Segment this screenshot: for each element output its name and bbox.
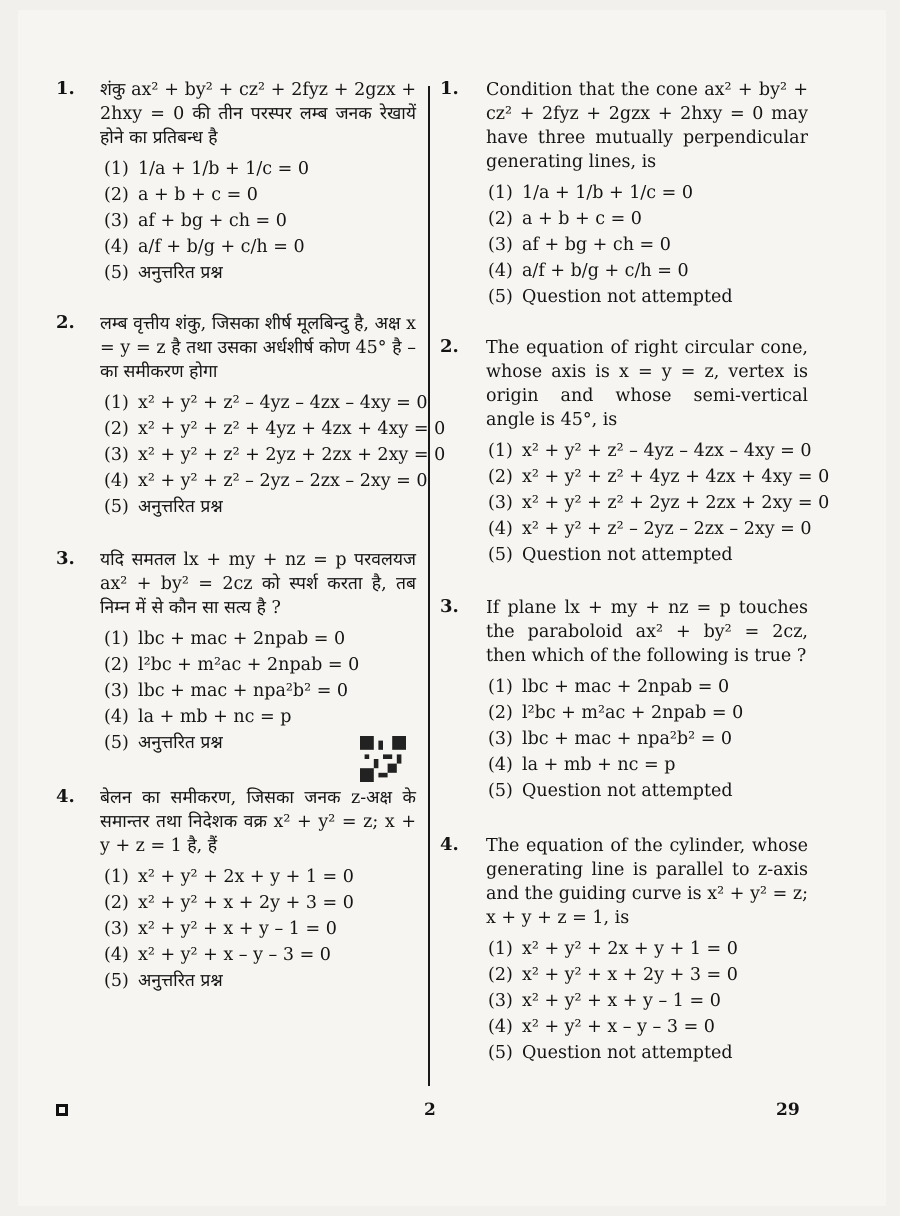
page-number-corner: 29: [776, 1100, 800, 1120]
question-number: 1.: [440, 78, 459, 99]
options-list: [488, 180, 808, 310]
options-list: [488, 674, 808, 804]
option-1[interactable]: (1) x² + y² + 2x + y + 1 = 0: [488, 939, 738, 959]
qr-code-icon: [360, 736, 406, 782]
question-text: बेलन का समीकरण, जिसका जनक z-अक्ष के समान्तर तथा निदेशक वक्र x² + y² = z; x + y + z = 1 है, हैं: [100, 788, 416, 856]
option-4[interactable]: (4) x² + y² + x – y – 3 = 0: [104, 945, 331, 965]
question-text: शंकु ax² + by² + cz² + 2fyz + 2gzx + 2hxy = 0 की तीन परस्पर लम्ब जनक रेखायें होने का प्रतिबन्ध है: [100, 80, 416, 148]
question-hindi-2: [56, 312, 446, 520]
registration-mark-icon: [56, 1104, 68, 1116]
option-5[interactable]: (5) Question not attempted: [488, 287, 733, 307]
option-2[interactable]: (2) x² + y² + x + 2y + 3 = 0: [488, 965, 738, 985]
option-5[interactable]: (5) Question not attempted: [488, 545, 733, 565]
question-hindi-1: [56, 78, 416, 286]
option-2[interactable]: (2) a + b + c = 0: [488, 209, 642, 229]
option-4[interactable]: (4) a/f + b/g + c/h = 0: [104, 237, 305, 257]
option-4[interactable]: (4) x² + y² + z² – 2yz – 2zx – 2xy = 0: [488, 519, 812, 539]
options-list: [488, 438, 830, 568]
option-4[interactable]: (4) la + mb + nc = p: [488, 755, 676, 775]
option-2[interactable]: (2) x² + y² + x + 2y + 3 = 0: [104, 893, 354, 913]
option-2[interactable]: (2) a + b + c = 0: [104, 185, 258, 205]
question-number: 3.: [440, 596, 459, 617]
option-5[interactable]: (5) Question not attempted: [488, 1043, 733, 1063]
question-text: लम्ब वृत्तीय शंकु, जिसका शीर्ष मूलबिन्दु है, अक्ष x = y = z है तथा उसका अर्धशीर्ष कोण 45° है – का समीकरण होगा: [100, 314, 416, 382]
option-3[interactable]: (3) x² + y² + z² + 2yz + 2zx + 2xy = 0: [488, 493, 830, 513]
option-5[interactable]: (5) Question not attempted: [488, 781, 733, 801]
question-text: Condition that the cone ax² + by² + cz² + 2fyz + 2gzx + 2hxy = 0 may have three mutually perpendicular generating lines, is: [486, 80, 808, 172]
option-4[interactable]: (4) x² + y² + z² – 2yz – 2zx – 2xy = 0: [104, 471, 428, 491]
option-3[interactable]: (3) x² + y² + z² + 2yz + 2zx + 2xy = 0: [104, 445, 446, 465]
options-list: [104, 390, 446, 520]
column-divider: [428, 86, 430, 1086]
option-1[interactable]: (1) x² + y² + z² – 4yz – 4zx – 4xy = 0: [104, 393, 428, 413]
question-number: 2.: [56, 312, 75, 333]
option-1[interactable]: (1) x² + y² + z² – 4yz – 4zx – 4xy = 0: [488, 441, 812, 461]
question-english-4: [440, 834, 808, 1066]
option-5[interactable]: (5) अनुत्तरित प्रश्न: [104, 733, 223, 753]
options-list: [488, 936, 808, 1066]
question-english-2: [440, 336, 830, 568]
option-4[interactable]: (4) a/f + b/g + c/h = 0: [488, 261, 689, 281]
question-text: The equation of right circular cone, whose axis is x = y = z, vertex is origin and whose semi-vertical angle is 45°, is: [486, 338, 808, 430]
option-4[interactable]: (4) la + mb + nc = p: [104, 707, 292, 727]
question-hindi-3: [56, 548, 416, 756]
question-number: 4.: [56, 786, 75, 807]
option-3[interactable]: (3) af + bg + ch = 0: [104, 211, 287, 231]
question-english-1: [440, 78, 808, 310]
question-number: 4.: [440, 834, 459, 855]
page-number-center: 2: [424, 1100, 436, 1120]
option-1[interactable]: (1) lbc + mac + 2npab = 0: [488, 677, 730, 697]
question-text: If plane lx + my + nz = p touches the paraboloid ax² + by² = 2cz, then which of the following is true ?: [486, 598, 808, 666]
question-number: 1.: [56, 78, 75, 99]
question-text: The equation of the cylinder, whose generating line is parallel to z-axis and the guiding curve is x² + y² = z; x + y + z = 1, is: [486, 836, 808, 928]
option-5[interactable]: (5) अनुत्तरित प्रश्न: [104, 971, 223, 991]
question-number: 3.: [56, 548, 75, 569]
option-4[interactable]: (4) x² + y² + x – y – 3 = 0: [488, 1017, 715, 1037]
options-list: [104, 156, 416, 286]
hindi-column: [56, 78, 446, 1016]
option-3[interactable]: (3) af + bg + ch = 0: [488, 235, 671, 255]
option-1[interactable]: (1) 1/a + 1/b + 1/c = 0: [104, 159, 310, 179]
option-2[interactable]: (2) x² + y² + z² + 4yz + 4zx + 4xy = 0: [488, 467, 830, 487]
question-hindi-4: [56, 786, 416, 994]
option-1[interactable]: (1) 1/a + 1/b + 1/c = 0: [488, 183, 694, 203]
options-list: [104, 864, 416, 994]
question-number: 2.: [440, 336, 459, 357]
option-2[interactable]: (2) l²bc + m²ac + 2npab = 0: [104, 655, 360, 675]
question-english-3: [440, 596, 808, 804]
option-5[interactable]: (5) अनुत्तरित प्रश्न: [104, 497, 223, 517]
option-3[interactable]: (3) x² + y² + x + y – 1 = 0: [488, 991, 721, 1011]
option-2[interactable]: (2) x² + y² + z² + 4yz + 4zx + 4xy = 0: [104, 419, 446, 439]
option-3[interactable]: (3) lbc + mac + npa²b² = 0: [104, 681, 349, 701]
option-2[interactable]: (2) l²bc + m²ac + 2npab = 0: [488, 703, 744, 723]
question-text: यदि समतल lx + my + nz = p परवलयज ax² + by² = 2cz को स्पर्श करता है, तब निम्न में से कौन सा सत्य है ?: [100, 550, 416, 618]
option-5[interactable]: (5) अनुत्तरित प्रश्न: [104, 263, 223, 283]
option-3[interactable]: (3) x² + y² + x + y – 1 = 0: [104, 919, 337, 939]
option-1[interactable]: (1) x² + y² + 2x + y + 1 = 0: [104, 867, 354, 887]
option-3[interactable]: (3) lbc + mac + npa²b² = 0: [488, 729, 733, 749]
option-1[interactable]: (1) lbc + mac + 2npab = 0: [104, 629, 346, 649]
english-column: [440, 78, 830, 1088]
